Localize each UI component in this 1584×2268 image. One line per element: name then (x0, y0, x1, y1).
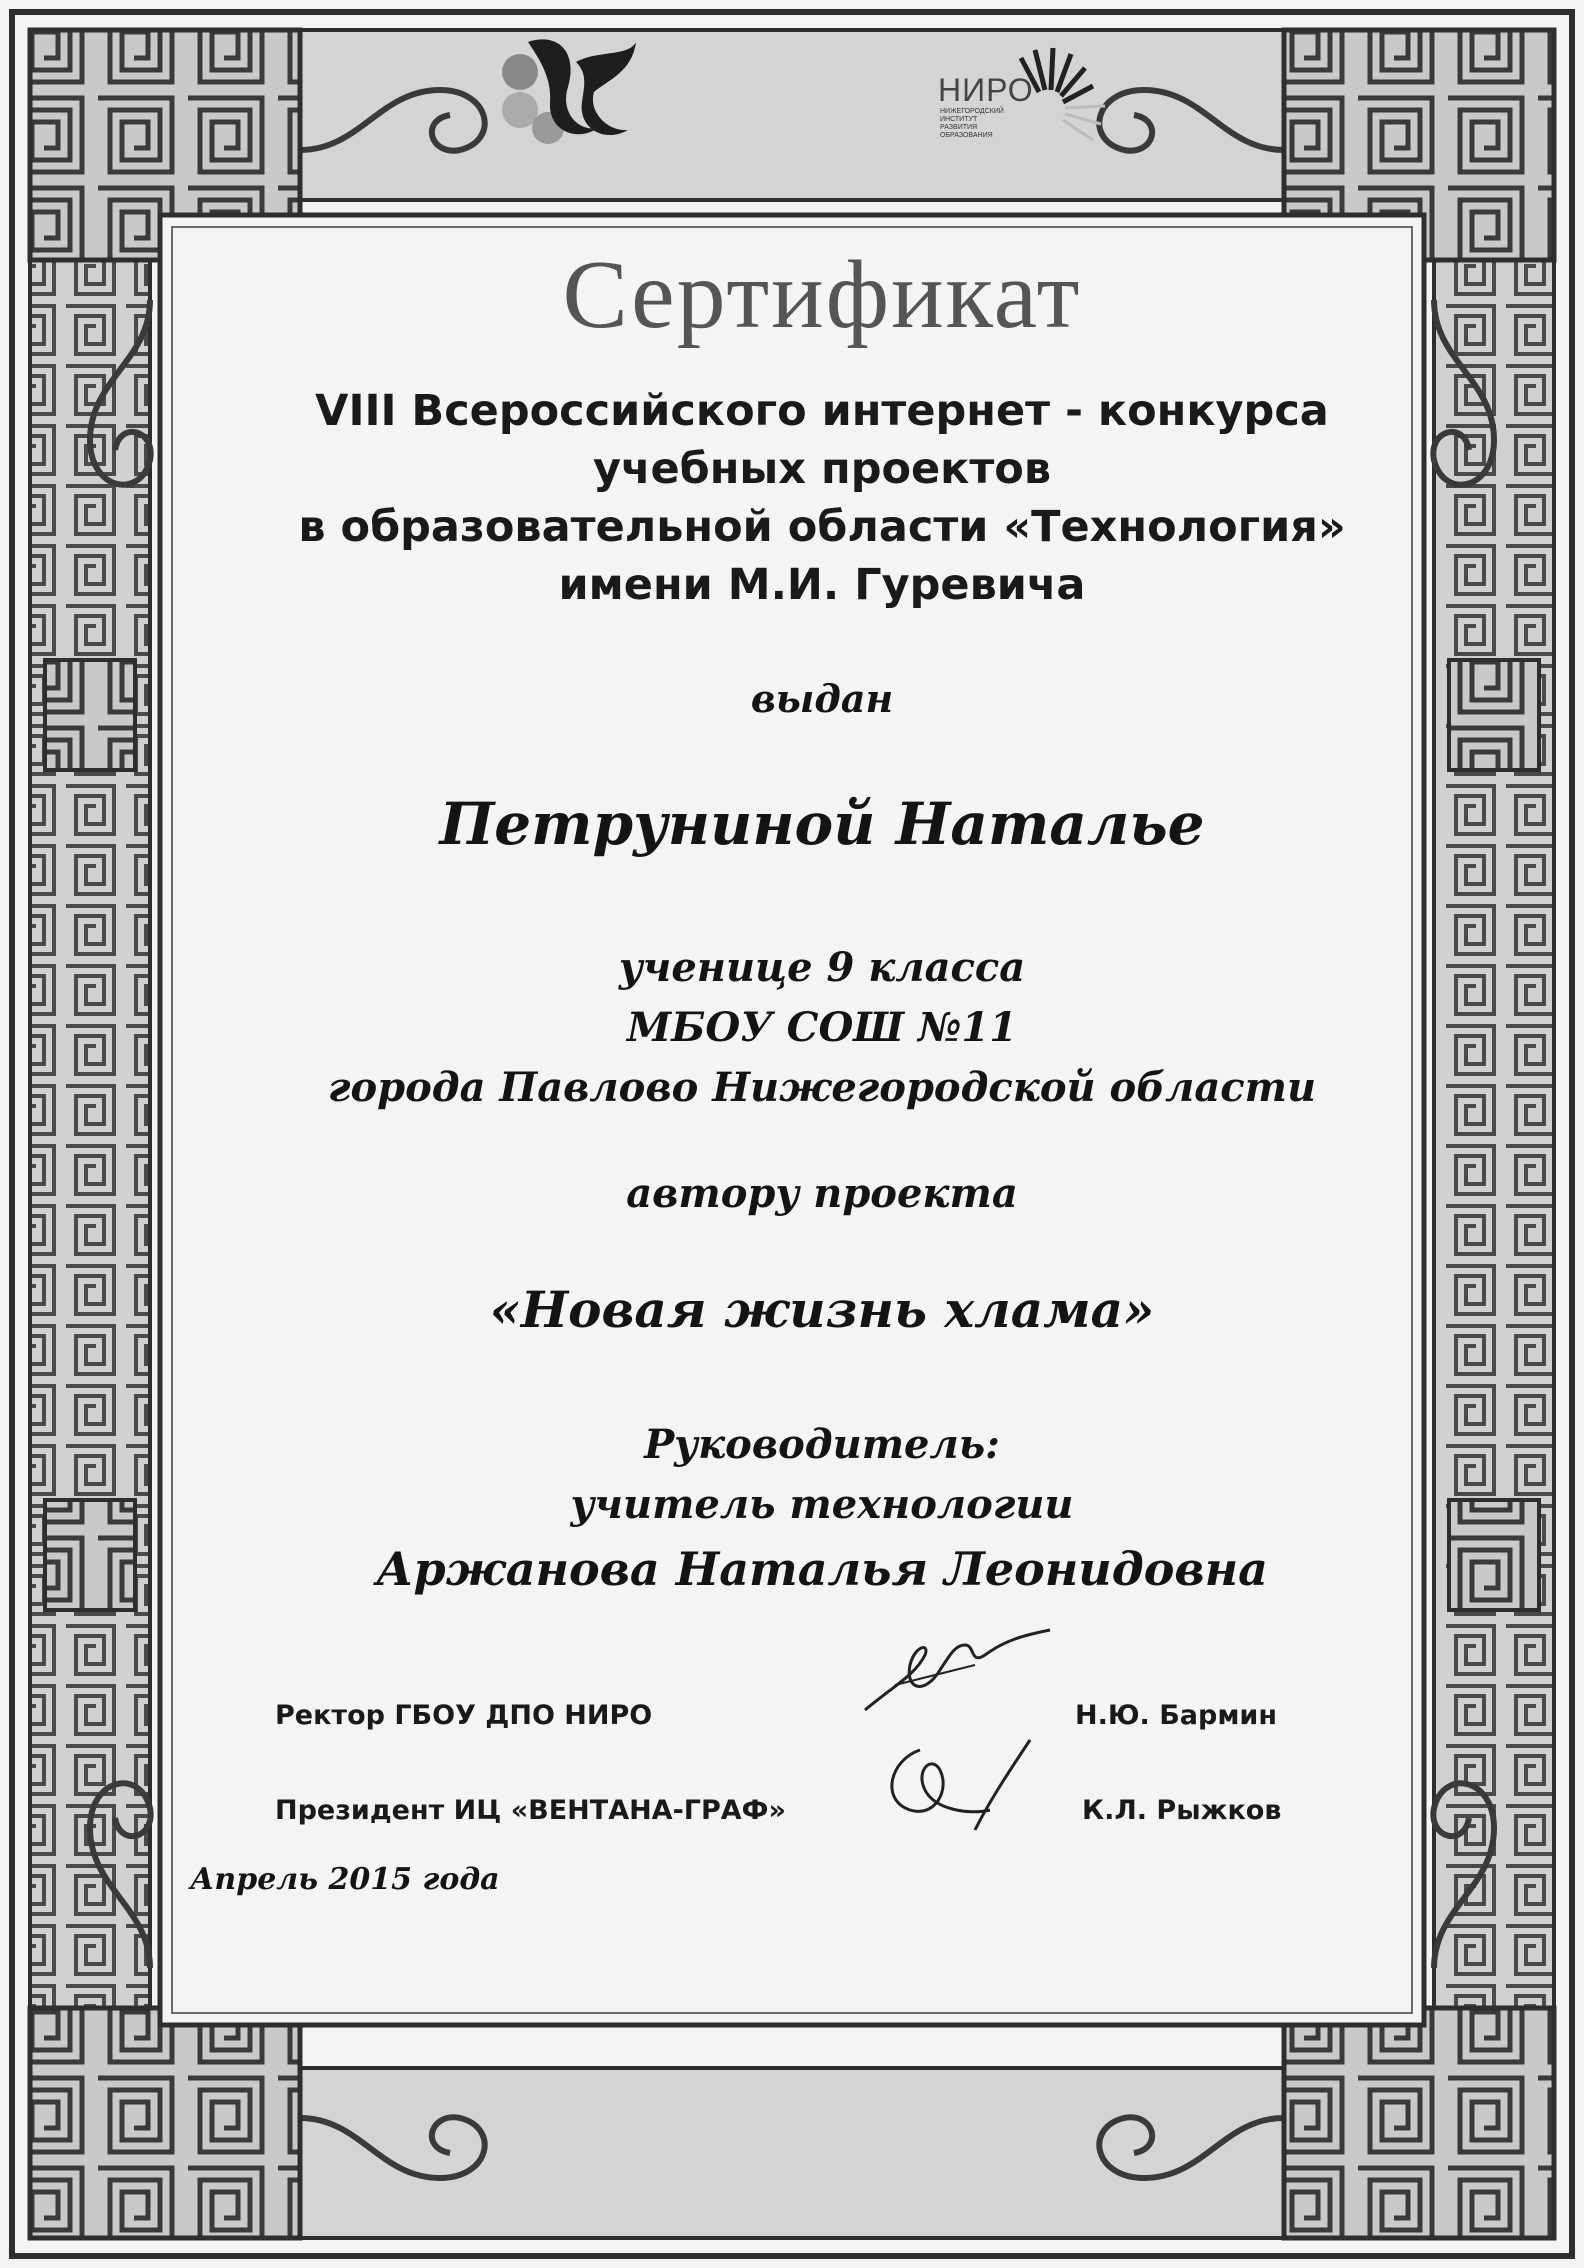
supervisor-label: Руководитель: (644, 1421, 1000, 1468)
signatory-name-rector: Н.Ю. Бармин (1075, 1700, 1277, 1731)
certificate-title: Сертификат (562, 241, 1082, 349)
project-title: «Новая жизнь хлама» (489, 1280, 1155, 1339)
contest-line: в образовательной области «Технология» (298, 502, 1346, 552)
issued-label: выдан (750, 676, 894, 721)
ventana-graf-logo (498, 32, 638, 148)
role-label: автору проекта (626, 1170, 1018, 1217)
supervisor-block (280, 1415, 1364, 1603)
contest-description (280, 382, 1364, 614)
student-line: ученице 9 класса (618, 944, 1026, 991)
issue-date: Апрель 2015 года (190, 1862, 500, 1897)
supervisor-name: Аржанова Наталья Леонидовна (376, 1542, 1268, 1596)
student-line: МБОУ СОШ №11 (626, 1004, 1018, 1051)
niro-logo-text: НИРО (938, 72, 1034, 108)
signatory-name-president: К.Л. Рыжков (1082, 1795, 1282, 1826)
contest-line: VIII Всероссийского интернет - конкурса (315, 386, 1329, 436)
student-details (280, 938, 1364, 1118)
recipient-name: Петруниной Наталье (439, 790, 1205, 858)
supervisor-position: учитель технологии (570, 1481, 1074, 1528)
signatory-title-rector: Ректор ГБОУ ДПО НИРО (275, 1700, 653, 1731)
contest-line: имени М.И. Гуревича (558, 560, 1086, 610)
student-line: города Павлово Нижегородской области (327, 1064, 1317, 1111)
signatory-title-president: Президент ИЦ «ВЕНТАНА-ГРАФ» (275, 1795, 786, 1826)
handwritten-signature-president (880, 1730, 1040, 1840)
niro-logo-subtitle: НИЖЕГОРОДСКИЙ ИНСТИТУТ РАЗВИТИЯ ОБРАЗОВАНИЯ (940, 108, 1004, 139)
contest-line: учебных проектов (592, 444, 1052, 494)
handwritten-signature-rector (855, 1615, 1055, 1725)
